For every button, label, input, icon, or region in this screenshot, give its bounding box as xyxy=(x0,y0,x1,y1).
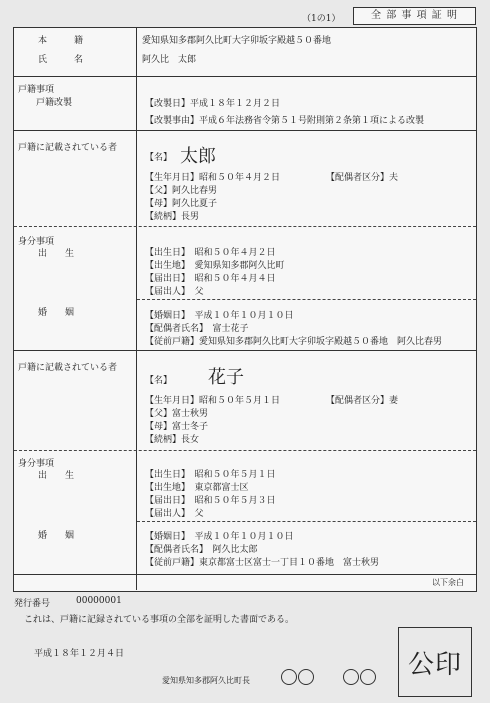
person2-mibun-label: 身分事項 xyxy=(18,459,55,469)
mayor-name-circle xyxy=(360,669,376,685)
person1-shussei-label: 出 生 xyxy=(38,249,75,259)
koseki-kaisei-label: 戸籍改製 xyxy=(36,98,73,108)
person2-konin-label: 婚 姻 xyxy=(38,531,75,541)
person2-konin-date: 【婚姻日】 平成１０年１０月１０日 xyxy=(145,532,294,542)
person1-relation: 【続柄】長男 xyxy=(145,212,200,222)
mayor-name-circle xyxy=(298,669,314,685)
person1-section-label: 戸籍に記載されている者 xyxy=(18,143,118,153)
kaisei-reason: 【改製事由】平成６年法務省令第５１号附則第２条第１項による改製 xyxy=(145,116,425,126)
honseki-label: 本 籍 xyxy=(38,36,84,46)
person2-former-koseki: 【従前戸籍】東京都富士区富士一丁目１０番地 富士秋男 xyxy=(145,558,380,568)
person1-konin-label: 婚 姻 xyxy=(38,308,75,318)
person2-name: 花子 xyxy=(208,367,244,388)
mayor-name-circle xyxy=(343,669,359,685)
kaisei-date: 【改製日】平成１８年１２月２日 xyxy=(145,99,281,109)
person1-spouse-name: 【配偶者氏名】 富士花子 xyxy=(145,324,249,334)
person1-konin-date: 【婚姻日】 平成１０年１０月１０日 xyxy=(145,311,294,321)
certificate-title: 全 部 事 項 証 明 xyxy=(353,7,476,25)
hakko-number: 00000001 xyxy=(76,596,122,606)
issue-date: 平成１８年１２月４日 xyxy=(34,649,125,659)
person2-todoke-person: 【届出人】 父 xyxy=(145,509,204,519)
person2-section-label: 戸籍に記載されている者 xyxy=(18,363,118,373)
person2-birth: 【生年月日】昭和５０年５月１日 xyxy=(145,396,281,406)
certify-text: これは、戸籍に記録されている事項の全部を証明した書面である。 xyxy=(24,615,295,625)
person2-father: 【父】富士秋男 xyxy=(145,409,209,419)
person1-former-koseki: 【従前戸籍】愛知県知多郡阿久比町大字卯坂字殿越５０番地 阿久比春男 xyxy=(145,337,443,347)
person2-name-tag: 【名】 xyxy=(145,376,173,386)
person2-shussei-date: 【出生日】 昭和５０年５月１日 xyxy=(145,470,276,480)
person1-name-tag: 【名】 xyxy=(145,153,173,163)
shimei-label: 氏 名 xyxy=(38,55,84,65)
person2-shussei-place: 【出生地】 東京都富士区 xyxy=(145,483,249,493)
person2-relation: 【続柄】長女 xyxy=(145,435,200,445)
person1-mother: 【母】阿久比夏子 xyxy=(145,199,218,209)
person1-mibun-label: 身分事項 xyxy=(18,237,55,247)
person1-name: 太郎 xyxy=(180,146,216,167)
honseki-value: 愛知県知多郡阿久比町大字卯坂字殿越５０番地 xyxy=(142,36,332,46)
mayor-name-circle xyxy=(281,669,297,685)
person1-shussei-date: 【出生日】 昭和５０年４月２日 xyxy=(145,248,276,258)
person1-father: 【父】阿久比春男 xyxy=(145,186,218,196)
person2-todoke-date: 【届出日】 昭和５０年５月３日 xyxy=(145,496,276,506)
person2-spouse-kubun: 【配偶者区分】妻 xyxy=(326,396,399,406)
page-number: （1の1） xyxy=(302,14,341,24)
person2-spouse-name: 【配偶者氏名】 阿久比太郎 xyxy=(145,545,258,555)
person1-shussei-place: 【出生地】 愛知県知多郡阿久比町 xyxy=(145,261,285,271)
shimei-value: 阿久比 太郎 xyxy=(142,55,197,65)
person1-spouse-kubun: 【配偶者区分】夫 xyxy=(326,173,399,183)
issuer: 愛知県知多郡阿久比町長 xyxy=(162,676,250,685)
hakko-label: 発行番号 xyxy=(14,599,51,609)
person2-mother: 【母】富士冬子 xyxy=(145,422,209,432)
person1-todoke-person: 【届出人】 父 xyxy=(145,287,204,297)
koseki-jiko-label: 戸籍事項 xyxy=(18,85,55,95)
person1-birth: 【生年月日】昭和５０年４月２日 xyxy=(145,173,281,183)
ika-yohaku: 以下余白 xyxy=(432,578,464,587)
person1-todoke-date: 【届出日】 昭和５０年４月４日 xyxy=(145,274,276,284)
person2-shussei-label: 出 生 xyxy=(38,471,75,481)
official-seal: 公印 xyxy=(398,627,472,697)
